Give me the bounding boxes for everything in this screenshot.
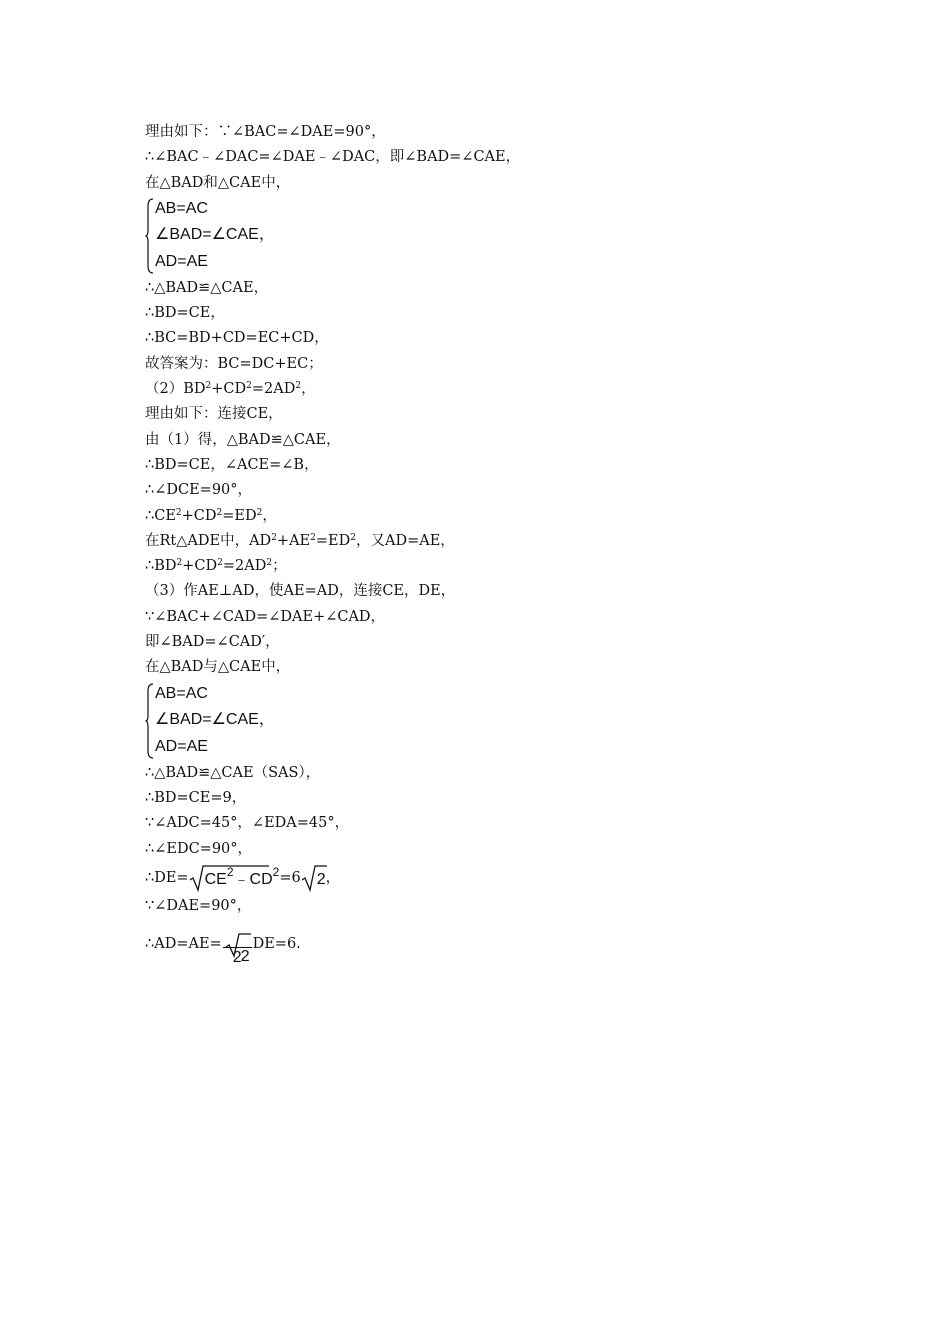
text-line: ∴BC=BD+CD=EC+CD， xyxy=(145,330,329,347)
square-root: $CE^2﹣CD^2$ xyxy=(189,864,280,892)
square-root: 2 xyxy=(225,932,250,960)
system-row: AB=AC xyxy=(155,199,208,217)
system-row: AD=AE xyxy=(155,253,208,271)
equation-system xyxy=(145,196,805,276)
text-line: 故答案为：BC=DC+EC； xyxy=(145,355,323,372)
text-line: 由（1）得，△BAD≌△CAE， xyxy=(145,431,341,448)
text-line: ∴∠BAC﹣∠DAC=∠DAE﹣∠DAC，即∠BAD=∠CAE， xyxy=(145,149,521,166)
equation-system xyxy=(145,681,805,761)
text-line: ∵∠ADC=45°，∠EDA=45°， xyxy=(145,815,350,832)
fraction-formula-line: ∴AD=AE= $\frac{2}{2}$ DE=6. xyxy=(145,919,805,969)
text-line: 理由如下：∵∠BAC=∠DAE=90°， xyxy=(145,124,386,140)
radical-sign-icon xyxy=(301,864,327,892)
text-line: 理由如下：连接CE， xyxy=(145,406,283,423)
text-line: ∵∠BAC+∠CAD=∠DAE+∠CAD， xyxy=(145,608,386,625)
text-line: 即∠BAD=∠CAD′， xyxy=(145,634,280,651)
text-line: （3）作AE⊥AD，使AE=AD，连接CE，DE， xyxy=(145,583,456,600)
left-brace-icon xyxy=(145,198,155,274)
solution-text xyxy=(145,120,805,969)
text-line: ∴BD=CE，∠ACE=∠B， xyxy=(145,456,319,473)
text-line: ∴∠DCE=90°， xyxy=(145,482,253,499)
text-line: $(2)BD^2+CD^2=2AD^2$， xyxy=(145,381,316,398)
square-root: 2 xyxy=(301,864,326,892)
text-line: ∴△BAD≌△CAE（SAS）， xyxy=(145,764,321,781)
text-line: ∴△BAD≌△CAE， xyxy=(145,279,269,296)
text-line: 在△BAD和△CAE中， xyxy=(145,174,291,191)
system-row: AB=AC xyxy=(155,684,208,702)
system-row: AD=AE xyxy=(155,737,208,755)
text-line: 在△BAD与△CAE中， xyxy=(145,659,291,676)
text-line: ∴BD=CE， xyxy=(145,305,225,322)
text-line: $\therefore CE^2+CD^2=ED^2$， xyxy=(145,507,277,524)
left-brace-icon xyxy=(145,683,155,759)
fraction: $\frac{2}{2}$ xyxy=(223,921,252,968)
radical-sign-icon xyxy=(225,932,251,958)
radical-sign-icon xyxy=(189,864,269,892)
text-line: 在Rt△ADE中，$AD^2+AE^2=ED^2$，又AD=AE， xyxy=(145,532,455,549)
text-line: ∴BD=CE=9， xyxy=(145,789,247,806)
text-line: ∴∠EDC=90°， xyxy=(145,840,253,857)
text-line: $\therefore BD^2+CD^2=2AD^2$； xyxy=(145,558,287,575)
text-line: ∵∠DAE=90°， xyxy=(145,897,252,914)
system-row: ∠BAD=∠CAE， xyxy=(155,711,275,729)
sqrt-formula-line: ∴DE= $CE^2﹣CD^2=6$ 2， xyxy=(145,862,805,894)
system-row: ∠BAD=∠CAE， xyxy=(155,226,275,244)
